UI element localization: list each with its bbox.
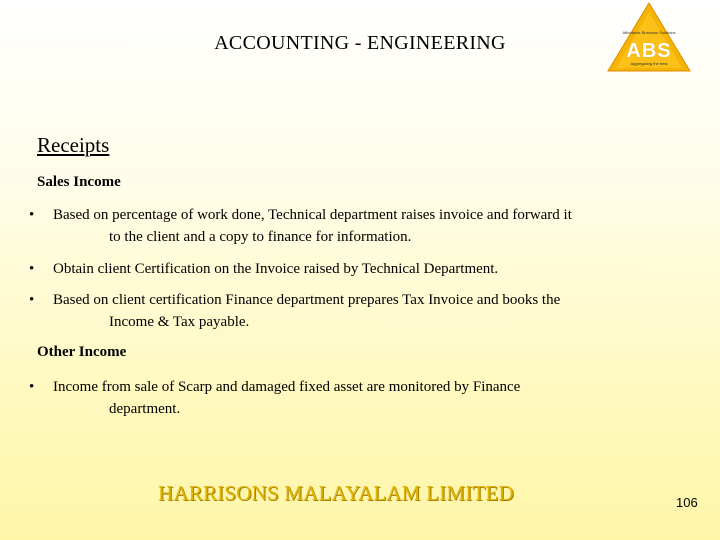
section-heading: Receipts bbox=[37, 133, 110, 157]
bullet-text: Based on percentage of work done, Technical department raises invoice and forward it bbox=[53, 207, 572, 223]
bullet-icon: • bbox=[29, 379, 35, 395]
bullet-text: Obtain client Certification on the Invoice raised by Technical Department. bbox=[53, 261, 499, 277]
logo-top-text: Affordable Business Solutions bbox=[622, 30, 676, 35]
bullet-item bbox=[29, 289, 689, 333]
bullet-item bbox=[29, 376, 689, 420]
bullet-text-continued: Income & Tax payable. bbox=[109, 314, 250, 330]
logo-tagline: Aggregating the best bbox=[630, 61, 668, 66]
bullet-icon: • bbox=[29, 261, 35, 277]
bullet-text: Income from sale of Scarp and damaged fixed asset are monitored by Finance bbox=[53, 379, 521, 395]
abs-logo bbox=[606, 2, 692, 72]
bullet-item bbox=[29, 258, 689, 280]
bullet-item bbox=[29, 204, 689, 248]
bullet-text-continued: to the client and a copy to finance for information. bbox=[109, 229, 412, 245]
slide-title: ACCOUNTING - ENGINEERING bbox=[214, 32, 506, 54]
subheading-other-income: Other Income bbox=[37, 344, 127, 360]
bullet-icon: • bbox=[29, 292, 35, 308]
bullet-text-continued: department. bbox=[109, 401, 181, 417]
bullet-text: Based on client certification Finance department prepares Tax Invoice and books the bbox=[53, 292, 561, 308]
page-number: 106 bbox=[676, 495, 698, 510]
bullet-icon: • bbox=[29, 207, 35, 223]
subheading-sales-income: Sales Income bbox=[37, 174, 121, 190]
logo-brand: ABS bbox=[626, 40, 672, 62]
footer-company-name: HARRISONS MALAYALAM LIMITED bbox=[158, 481, 514, 505]
